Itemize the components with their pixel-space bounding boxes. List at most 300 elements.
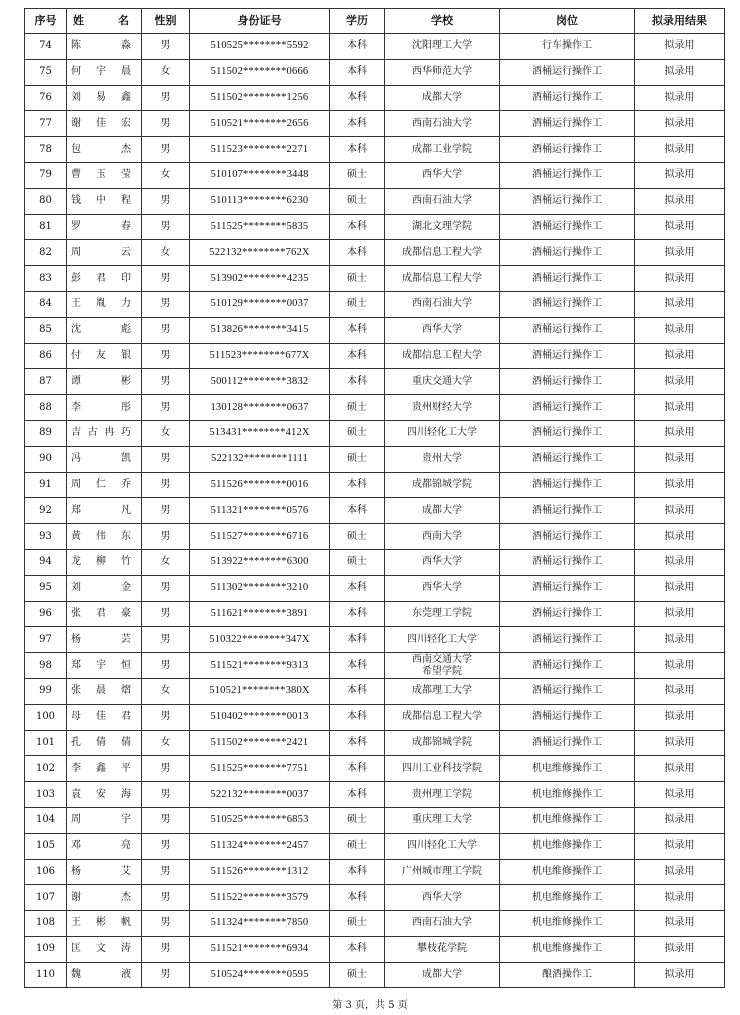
cell-id-number: 511521********9313 [190, 653, 330, 679]
cell-id-number: 510525********6853 [190, 807, 330, 833]
cell-index: 75 [25, 59, 67, 85]
table-row [25, 498, 725, 524]
cell-school: 成都大学 [385, 962, 500, 988]
cell-position: 酒桶运行操作工 [500, 420, 635, 446]
cell-education: 本科 [330, 59, 385, 85]
cell-school: 四川工业科技学院 [385, 756, 500, 782]
cell-index: 102 [25, 756, 67, 782]
table-row [25, 266, 725, 292]
cell-id-number: 510524********0595 [190, 962, 330, 988]
cell-education: 本科 [330, 85, 385, 111]
cell-school: 西南大学 [385, 524, 500, 550]
cell-index: 77 [25, 111, 67, 137]
cell-result: 拟录用 [635, 343, 725, 369]
cell-position: 酒桶运行操作工 [500, 343, 635, 369]
cell-result: 拟录用 [635, 885, 725, 911]
cell-gender: 男 [142, 291, 190, 317]
cell-position: 酒桶运行操作工 [500, 369, 635, 395]
cell-gender: 男 [142, 317, 190, 343]
cell-result: 拟录用 [635, 807, 725, 833]
cell-result: 拟录用 [635, 85, 725, 111]
cell-school: 重庆交通大学 [385, 369, 500, 395]
table-row [25, 162, 725, 188]
cell-education: 硕士 [330, 524, 385, 550]
cell-id-number: 511527********6716 [190, 524, 330, 550]
cell-result: 拟录用 [635, 34, 725, 60]
cell-result: 拟录用 [635, 291, 725, 317]
cell-id-number: 510113********6230 [190, 188, 330, 214]
cell-result: 拟录用 [635, 420, 725, 446]
cell-position: 酒桶运行操作工 [500, 240, 635, 266]
cell-school: 重庆理工大学 [385, 807, 500, 833]
cell-position: 酒桶运行操作工 [500, 85, 635, 111]
cell-result: 拟录用 [635, 266, 725, 292]
cell-result: 拟录用 [635, 214, 725, 240]
cell-education: 硕士 [330, 395, 385, 421]
cell-education: 硕士 [330, 188, 385, 214]
cell-name: 刘金 [67, 575, 142, 601]
cell-index: 84 [25, 291, 67, 317]
cell-id-number: 510402********0013 [190, 704, 330, 730]
cell-id-number: 511525********7751 [190, 756, 330, 782]
table-row [25, 137, 725, 163]
cell-name: 魏液 [67, 962, 142, 988]
cell-name: 李鑫平 [67, 756, 142, 782]
page-footer: 第 3 页，共 5 页 [332, 1000, 408, 1011]
table-row [25, 936, 725, 962]
cell-school: 成都锦城学院 [385, 472, 500, 498]
cell-position: 酒桶运行操作工 [500, 627, 635, 653]
cell-position: 机电维修操作工 [500, 936, 635, 962]
cell-name: 黄伟东 [67, 524, 142, 550]
cell-school: 西华大学 [385, 549, 500, 575]
cell-index: 96 [25, 601, 67, 627]
table-row [25, 446, 725, 472]
cell-index: 90 [25, 446, 67, 472]
cell-education: 本科 [330, 34, 385, 60]
cell-education: 本科 [330, 678, 385, 704]
cell-id-number: 511522********3579 [190, 885, 330, 911]
cell-education: 本科 [330, 601, 385, 627]
cell-position: 酒桶运行操作工 [500, 137, 635, 163]
cell-gender: 男 [142, 756, 190, 782]
cell-id-number: 511324********7850 [190, 911, 330, 937]
table-row [25, 678, 725, 704]
cell-result: 拟录用 [635, 549, 725, 575]
cell-id-number: 511526********0016 [190, 472, 330, 498]
table-row [25, 291, 725, 317]
cell-index: 86 [25, 343, 67, 369]
cell-result: 拟录用 [635, 859, 725, 885]
cell-position: 酒桶运行操作工 [500, 162, 635, 188]
cell-school: 成都信息工程大学 [385, 240, 500, 266]
cell-gender: 女 [142, 678, 190, 704]
cell-name: 谭彬 [67, 369, 142, 395]
cell-education: 本科 [330, 369, 385, 395]
cell-school: 成都工业学院 [385, 137, 500, 163]
cell-education: 本科 [330, 782, 385, 808]
cell-id-number: 511523********2271 [190, 137, 330, 163]
header-education: 学历 [330, 9, 385, 34]
cell-position: 酒桶运行操作工 [500, 395, 635, 421]
cell-education: 硕士 [330, 420, 385, 446]
cell-gender: 男 [142, 395, 190, 421]
cell-gender: 男 [142, 214, 190, 240]
cell-gender: 女 [142, 420, 190, 446]
cell-index: 94 [25, 549, 67, 575]
table-row [25, 369, 725, 395]
cell-result: 拟录用 [635, 240, 725, 266]
cell-position: 行车操作工 [500, 34, 635, 60]
cell-gender: 女 [142, 549, 190, 575]
cell-school: 西华大学 [385, 575, 500, 601]
cell-index: 85 [25, 317, 67, 343]
cell-id-number: 500112********3832 [190, 369, 330, 395]
cell-index: 110 [25, 962, 67, 988]
cell-id-number: 511502********2421 [190, 730, 330, 756]
cell-school: 西南石油大学 [385, 291, 500, 317]
cell-result: 拟录用 [635, 111, 725, 137]
header-result: 拟录用结果 [635, 9, 725, 34]
cell-gender: 男 [142, 85, 190, 111]
cell-gender: 男 [142, 653, 190, 679]
cell-education: 硕士 [330, 266, 385, 292]
cell-name: 谢杰 [67, 885, 142, 911]
cell-school: 广州城市理工学院 [385, 859, 500, 885]
cell-name: 周云 [67, 240, 142, 266]
cell-index: 91 [25, 472, 67, 498]
cell-name: 孔倩倩 [67, 730, 142, 756]
cell-education: 本科 [330, 704, 385, 730]
cell-gender: 男 [142, 524, 190, 550]
cell-result: 拟录用 [635, 730, 725, 756]
cell-id-number: 511526********1312 [190, 859, 330, 885]
table-row [25, 420, 725, 446]
header-name: 姓 名 [67, 9, 142, 34]
cell-index: 74 [25, 34, 67, 60]
cell-school: 西华大学 [385, 317, 500, 343]
cell-name: 袁安海 [67, 782, 142, 808]
table-row [25, 472, 725, 498]
cell-name: 刘易鑫 [67, 85, 142, 111]
cell-result: 拟录用 [635, 575, 725, 601]
cell-index: 97 [25, 627, 67, 653]
cell-education: 本科 [330, 317, 385, 343]
cell-gender: 女 [142, 730, 190, 756]
table-row [25, 653, 725, 679]
cell-position: 酒桶运行操作工 [500, 575, 635, 601]
cell-education: 本科 [330, 137, 385, 163]
cell-name: 母佳君 [67, 704, 142, 730]
cell-gender: 女 [142, 240, 190, 266]
cell-id-number: 513902********4235 [190, 266, 330, 292]
cell-result: 拟录用 [635, 395, 725, 421]
cell-result: 拟录用 [635, 911, 725, 937]
cell-index: 109 [25, 936, 67, 962]
cell-id-number: 511502********1256 [190, 85, 330, 111]
header-gender: 性别 [142, 9, 190, 34]
cell-result: 拟录用 [635, 678, 725, 704]
cell-result: 拟录用 [635, 962, 725, 988]
cell-id-number: 511302********3210 [190, 575, 330, 601]
table-row [25, 962, 725, 988]
cell-education: 本科 [330, 575, 385, 601]
cell-gender: 男 [142, 111, 190, 137]
cell-position: 酒桶运行操作工 [500, 317, 635, 343]
cell-id-number: 511324********2457 [190, 833, 330, 859]
table-row [25, 317, 725, 343]
cell-index: 106 [25, 859, 67, 885]
cell-result: 拟录用 [635, 627, 725, 653]
cell-position: 酿酒操作工 [500, 962, 635, 988]
cell-index: 89 [25, 420, 67, 446]
header-position: 岗位 [500, 9, 635, 34]
cell-index: 83 [25, 266, 67, 292]
cell-index: 107 [25, 885, 67, 911]
table-row [25, 188, 725, 214]
cell-position: 酒桶运行操作工 [500, 524, 635, 550]
cell-name: 曹玉莹 [67, 162, 142, 188]
cell-index: 100 [25, 704, 67, 730]
cell-position: 酒桶运行操作工 [500, 653, 635, 679]
cell-education: 本科 [330, 498, 385, 524]
cell-name: 吉古冉巧 [67, 420, 142, 446]
table-row [25, 343, 725, 369]
cell-id-number: 522132********1111 [190, 446, 330, 472]
table-row [25, 730, 725, 756]
cell-name: 包杰 [67, 137, 142, 163]
cell-index: 78 [25, 137, 67, 163]
header-id-number: 身份证号 [190, 9, 330, 34]
table-row [25, 240, 725, 266]
cell-id-number: 130128********0637 [190, 395, 330, 421]
cell-education: 硕士 [330, 446, 385, 472]
table-row [25, 524, 725, 550]
cell-index: 79 [25, 162, 67, 188]
cell-education: 本科 [330, 214, 385, 240]
cell-position: 酒桶运行操作工 [500, 214, 635, 240]
cell-position: 酒桶运行操作工 [500, 498, 635, 524]
cell-gender: 男 [142, 704, 190, 730]
cell-result: 拟录用 [635, 137, 725, 163]
cell-education: 本科 [330, 859, 385, 885]
cell-gender: 男 [142, 446, 190, 472]
cell-result: 拟录用 [635, 704, 725, 730]
table-row [25, 575, 725, 601]
cell-position: 酒桶运行操作工 [500, 188, 635, 214]
cell-result: 拟录用 [635, 472, 725, 498]
cell-position: 酒桶运行操作工 [500, 730, 635, 756]
cell-school: 西南交通大学 希望学院 [385, 653, 500, 679]
cell-name: 匡文涛 [67, 936, 142, 962]
cell-school: 东莞理工学院 [385, 601, 500, 627]
cell-name: 邓亮 [67, 833, 142, 859]
cell-result: 拟录用 [635, 756, 725, 782]
table-row [25, 111, 725, 137]
table-body [25, 34, 725, 988]
cell-id-number: 511321********0576 [190, 498, 330, 524]
cell-gender: 男 [142, 885, 190, 911]
cell-id-number: 510129********0037 [190, 291, 330, 317]
cell-education: 硕士 [330, 962, 385, 988]
cell-name: 冯凯 [67, 446, 142, 472]
cell-school: 贵州理工学院 [385, 782, 500, 808]
cell-result: 拟录用 [635, 782, 725, 808]
cell-school: 四川轻化工大学 [385, 420, 500, 446]
cell-school: 成都大学 [385, 85, 500, 111]
cell-id-number: 511525********5835 [190, 214, 330, 240]
cell-position: 酒桶运行操作工 [500, 549, 635, 575]
cell-name: 付友银 [67, 343, 142, 369]
table-row [25, 59, 725, 85]
cell-id-number: 513431********412X [190, 420, 330, 446]
cell-index: 99 [25, 678, 67, 704]
cell-school: 成都理工大学 [385, 678, 500, 704]
cell-name: 郑宇恒 [67, 653, 142, 679]
cell-id-number: 510525********5592 [190, 34, 330, 60]
cell-id-number: 513826********3415 [190, 317, 330, 343]
cell-id-number: 510322********347X [190, 627, 330, 653]
cell-school: 西华师范大学 [385, 59, 500, 85]
table-row [25, 833, 725, 859]
table-row [25, 859, 725, 885]
cell-school: 沈阳理工大学 [385, 34, 500, 60]
cell-gender: 男 [142, 936, 190, 962]
cell-education: 本科 [330, 472, 385, 498]
cell-id-number: 510107********3448 [190, 162, 330, 188]
cell-result: 拟录用 [635, 601, 725, 627]
cell-index: 93 [25, 524, 67, 550]
table-row [25, 782, 725, 808]
cell-gender: 男 [142, 498, 190, 524]
cell-index: 104 [25, 807, 67, 833]
cell-school: 西南石油大学 [385, 188, 500, 214]
cell-gender: 女 [142, 162, 190, 188]
table-row [25, 214, 725, 240]
cell-position: 机电维修操作工 [500, 782, 635, 808]
table-row [25, 704, 725, 730]
cell-result: 拟录用 [635, 498, 725, 524]
cell-gender: 男 [142, 188, 190, 214]
cell-gender: 男 [142, 833, 190, 859]
cell-gender: 男 [142, 575, 190, 601]
cell-name: 龙柳竹 [67, 549, 142, 575]
cell-name: 谢佳宏 [67, 111, 142, 137]
cell-index: 80 [25, 188, 67, 214]
table-row [25, 85, 725, 111]
cell-result: 拟录用 [635, 162, 725, 188]
cell-school: 西南石油大学 [385, 911, 500, 937]
cell-index: 95 [25, 575, 67, 601]
cell-index: 103 [25, 782, 67, 808]
cell-name: 杨芸 [67, 627, 142, 653]
cell-id-number: 511621********3891 [190, 601, 330, 627]
cell-index: 82 [25, 240, 67, 266]
cell-gender: 男 [142, 627, 190, 653]
table-row [25, 549, 725, 575]
cell-school: 成都信息工程大学 [385, 343, 500, 369]
cell-position: 酒桶运行操作工 [500, 291, 635, 317]
cell-gender: 男 [142, 137, 190, 163]
cell-school: 贵州财经大学 [385, 395, 500, 421]
cell-education: 本科 [330, 343, 385, 369]
cell-id-number: 510521********380X [190, 678, 330, 704]
cell-id-number: 511521********6934 [190, 936, 330, 962]
cell-gender: 男 [142, 343, 190, 369]
cell-education: 本科 [330, 936, 385, 962]
cell-name: 王彬帆 [67, 911, 142, 937]
cell-school: 攀枝花学院 [385, 936, 500, 962]
cell-education: 硕士 [330, 807, 385, 833]
cell-index: 81 [25, 214, 67, 240]
cell-position: 酒桶运行操作工 [500, 601, 635, 627]
cell-school: 四川轻化工大学 [385, 627, 500, 653]
cell-position: 机电维修操作工 [500, 833, 635, 859]
cell-gender: 男 [142, 962, 190, 988]
cell-index: 76 [25, 85, 67, 111]
cell-position: 机电维修操作工 [500, 756, 635, 782]
cell-name: 李彤 [67, 395, 142, 421]
cell-education: 本科 [330, 627, 385, 653]
cell-id-number: 522132********762X [190, 240, 330, 266]
cell-result: 拟录用 [635, 446, 725, 472]
cell-gender: 女 [142, 59, 190, 85]
cell-index: 105 [25, 833, 67, 859]
cell-result: 拟录用 [635, 317, 725, 343]
cell-position: 酒桶运行操作工 [500, 111, 635, 137]
cell-gender: 男 [142, 601, 190, 627]
cell-school: 成都信息工程大学 [385, 704, 500, 730]
cell-education: 硕士 [330, 549, 385, 575]
cell-name: 彭君印 [67, 266, 142, 292]
cell-education: 硕士 [330, 162, 385, 188]
cell-school: 成都锦城学院 [385, 730, 500, 756]
cell-name: 郑凡 [67, 498, 142, 524]
cell-id-number: 511502********0666 [190, 59, 330, 85]
cell-name: 周宇 [67, 807, 142, 833]
cell-position: 机电维修操作工 [500, 885, 635, 911]
cell-school: 四川轻化工大学 [385, 833, 500, 859]
table-row [25, 601, 725, 627]
cell-education: 本科 [330, 730, 385, 756]
cell-result: 拟录用 [635, 833, 725, 859]
cell-school: 湖北文理学院 [385, 214, 500, 240]
cell-name: 钱中程 [67, 188, 142, 214]
cell-school: 西南石油大学 [385, 111, 500, 137]
table-row [25, 627, 725, 653]
cell-result: 拟录用 [635, 524, 725, 550]
cell-school: 成都大学 [385, 498, 500, 524]
cell-school: 贵州大学 [385, 446, 500, 472]
cell-position: 机电维修操作工 [500, 859, 635, 885]
cell-education: 本科 [330, 653, 385, 679]
cell-id-number: 513922********6300 [190, 549, 330, 575]
cell-gender: 男 [142, 782, 190, 808]
cell-name: 王胤力 [67, 291, 142, 317]
cell-education: 本科 [330, 885, 385, 911]
cell-index: 87 [25, 369, 67, 395]
cell-gender: 男 [142, 807, 190, 833]
cell-position: 酒桶运行操作工 [500, 59, 635, 85]
cell-result: 拟录用 [635, 59, 725, 85]
cell-education: 硕士 [330, 291, 385, 317]
cell-gender: 男 [142, 472, 190, 498]
cell-name: 何宇晨 [67, 59, 142, 85]
header-school: 学校 [385, 9, 500, 34]
cell-gender: 男 [142, 911, 190, 937]
cell-education: 本科 [330, 756, 385, 782]
table-row [25, 34, 725, 60]
